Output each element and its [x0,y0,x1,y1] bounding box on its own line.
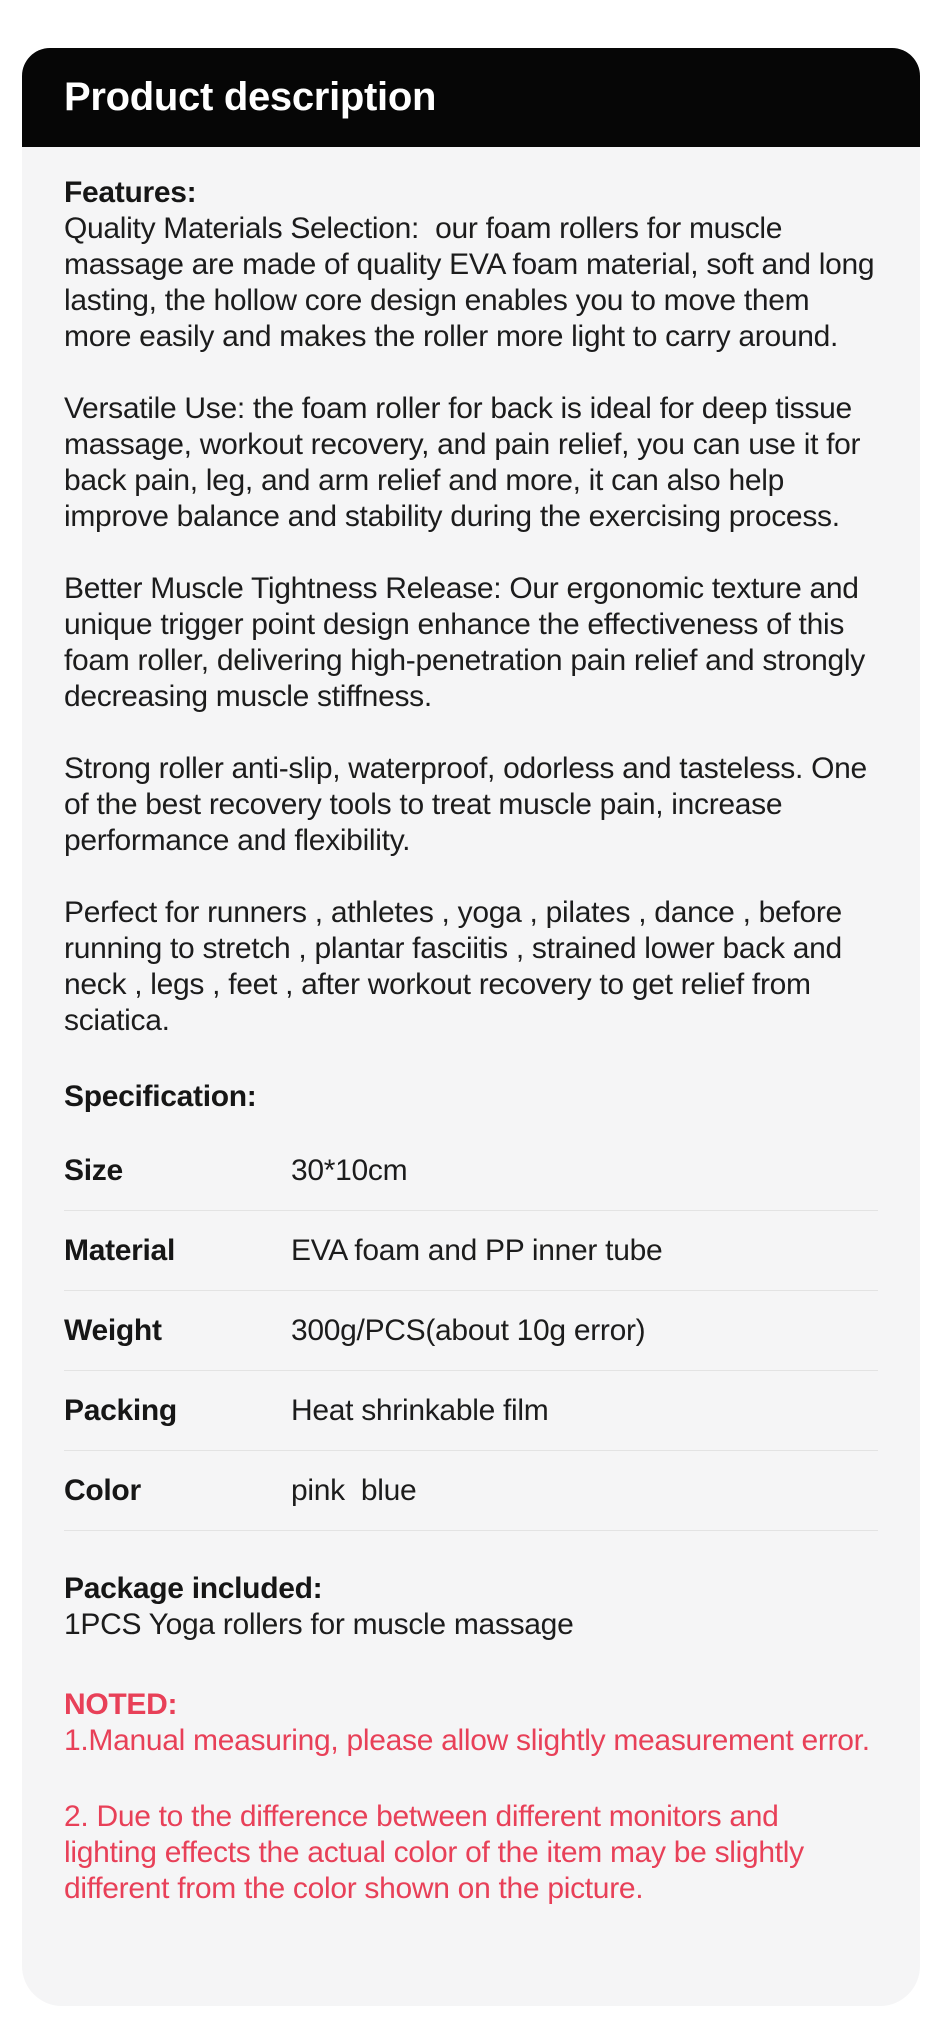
package-included-heading: Package included: [64,1572,323,1605]
spec-row-color [64,1451,878,1531]
feature-paragraph-strong-roller: Strong roller anti-slip, waterproof, odorless and tasteless. One of the best recovery tools to treat muscle pain, increase performance and flexibility. [64,752,875,857]
spec-value: 300g/PCS(about 10g error) [291,1313,646,1347]
feature-paragraph-quality-materials: Quality Materials Selection: our foam rollers for muscle massage are made of quality EVA foam material, soft and long lasting, the hollow core design enables you to move them more easily and makes the roller more light to carry around. [64,212,883,353]
spec-value: Heat shrinkable film [291,1393,549,1427]
spec-row-packing [64,1371,878,1451]
features-heading: Features: [64,176,197,209]
spec-row-size [64,1131,878,1211]
product-description-card [22,48,920,2006]
specification-heading: Specification: [64,1080,257,1113]
feature-paragraph-muscle-tightness: Better Muscle Tightness Release: Our ergonomic texture and unique trigger point design enhance the effectiveness of this foam roller, delivering high-penetration pain relief and strongly decreasing muscle stiffness. [64,572,874,713]
spec-value: pink blue [291,1473,417,1507]
specification-table [64,1131,878,1531]
spec-label: Size [64,1153,123,1187]
spec-row-material [64,1211,878,1291]
noted-item-1: 1.Manual measuring, please allow slightly measurement error. [64,1724,870,1757]
noted-item-2: 2. Due to the difference between different monitors and lighting effects the actual color of the item may be slightly different from the color shown on the picture. [64,1800,812,1905]
card-header [22,48,920,147]
spec-label: Material [64,1233,175,1267]
card-body [22,147,920,1929]
spec-label: Packing [64,1393,177,1427]
noted-heading: NOTED: [64,1688,178,1721]
spec-label: Color [64,1473,141,1507]
package-included-item: 1PCS Yoga rollers for muscle massage [64,1608,574,1641]
page-title: Product description [64,75,437,119]
spec-label: Weight [64,1313,162,1347]
spec-value: 30*10cm [291,1153,408,1187]
spec-row-weight [64,1291,878,1371]
spec-value: EVA foam and PP inner tube [291,1233,663,1267]
feature-paragraph-versatile-use: Versatile Use: the foam roller for back is ideal for deep tissue massage, workout recovery, and pain relief, you can use it for back pain, leg, and arm relief and more, it can also help improve balance and stability during the exercising process. [64,392,869,533]
feature-paragraph-perfect-for: Perfect for runners , athletes , yoga , pilates , dance , before running to stretch , plantar fasciitis , strained lower back and neck , legs , feet , after workout recovery to get relief from sciatica. [64,896,850,1037]
